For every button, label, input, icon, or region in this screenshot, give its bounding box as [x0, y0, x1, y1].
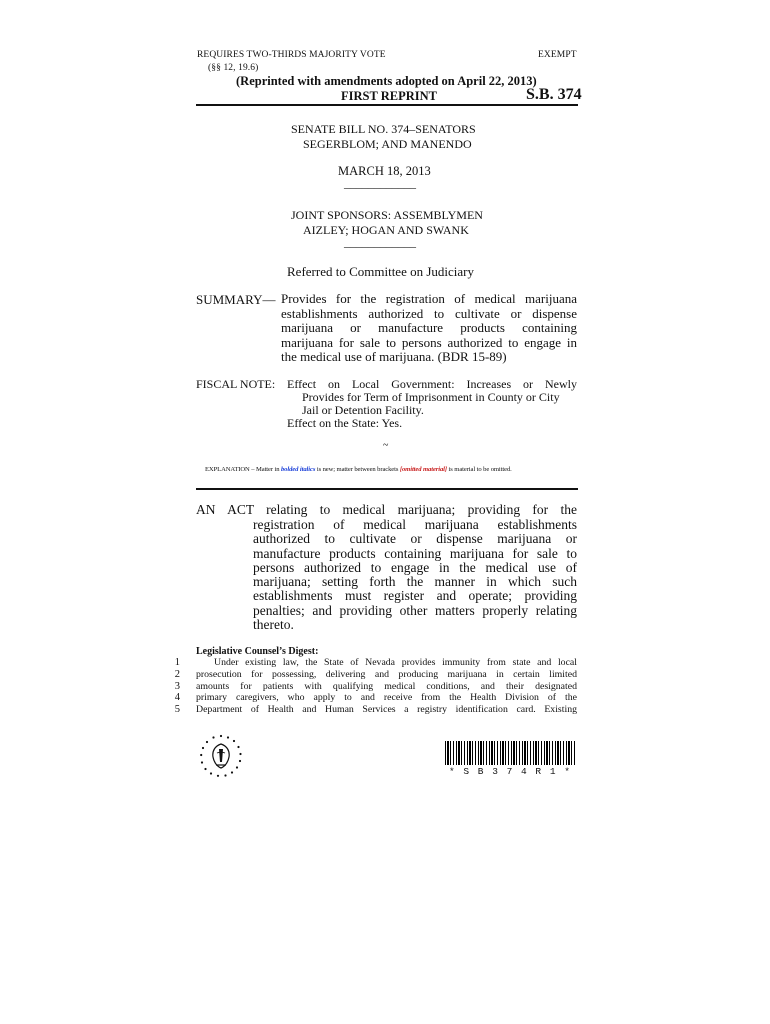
bill-title-line1: SENATE BILL NO. 374–SENATORS: [291, 122, 476, 136]
summary-label: SUMMARY—: [196, 292, 276, 307]
explanation-omitted-matter: [omitted material]: [399, 466, 447, 473]
barcode-icon: [445, 741, 577, 765]
exempt-label: EXEMPT: [538, 50, 577, 60]
act-line: penalties; and providing other matters properly relating: [253, 602, 577, 618]
explanation-suffix: is material to be omitted.: [447, 466, 512, 473]
line-number: 3: [174, 680, 180, 692]
barcode-text: * S B 3 7 4 R 1 *: [449, 766, 572, 777]
line-number: 4: [174, 692, 180, 704]
explanation-line: [205, 466, 512, 473]
joint-sponsors-line2: AIZLEY; HOGAN AND SWANK: [303, 223, 469, 237]
summary-line: marijuana for sale to persons authorized to engage in: [281, 334, 577, 350]
act-body: [253, 518, 577, 632]
digest-heading: Legislative Counsel’s Digest:: [196, 646, 319, 657]
line-number: 2: [174, 668, 180, 680]
state-seal-icon: [198, 733, 244, 779]
fiscal-note-line1: Effect on Local Government: Increases or Newly: [287, 377, 577, 391]
bill-date: MARCH 18, 2013: [338, 164, 431, 178]
line-number: 1: [174, 657, 180, 668]
explanation-new-matter: bolded italics: [280, 466, 316, 473]
act-line: thereto.: [253, 617, 294, 633]
summary-text: [281, 292, 577, 365]
summary-line: the medical use of marijuana. (BDR 15-89): [281, 349, 507, 365]
digest-line-numbers: [166, 657, 180, 716]
act-first-line: AN ACT relating to medical marijuana; providing for the: [196, 502, 577, 517]
act-line: establishments must register and operate; providing: [253, 588, 577, 604]
digest-line: primary caregivers, who apply to and receive from the Health Division of the: [196, 692, 577, 704]
bill-title-line2: SEGERBLOM; AND MANENDO: [303, 137, 472, 151]
summary-line: establishments authorized to cultivate or dispense: [281, 305, 577, 321]
reprint-note: (Reprinted with amendments adopted on April 22, 2013): [236, 74, 537, 88]
joint-sponsors-line1: JOINT SPONSORS: ASSEMBLYMEN: [291, 208, 483, 222]
summary-line: Provides for the registration of medical marijuana: [281, 291, 577, 306]
first-reprint-label: FIRST REPRINT: [341, 89, 437, 103]
fiscal-note-line4: Effect on the State: Yes.: [287, 416, 403, 430]
digest-line: Department of Health and Human Services a registry identification card. Existing: [196, 704, 577, 716]
digest-line: Under existing law, the State of Nevada provides immunity from state and local: [214, 657, 577, 668]
sections-label: (§§ 12, 19.6): [208, 63, 259, 73]
digest-line: prosecution for possessing, delivering and producing marijuana in certain limited: [196, 668, 577, 680]
act-line: registration of medical marijuana establishments: [253, 517, 577, 532]
digest-line: amounts for patients with qualifying medical conditions, and their designated: [196, 680, 577, 692]
act-line: marijuana; setting forth the manner in which such: [253, 574, 577, 590]
requires-vote-label: REQUIRES TWO-THIRDS MAJORITY VOTE: [197, 50, 386, 60]
header-rule: [196, 104, 578, 106]
fiscal-note-label: FISCAL NOTE:: [196, 377, 276, 391]
explanation-middle: is new; matter between brackets: [315, 466, 400, 473]
digest-text: [196, 657, 577, 716]
tilde-separator: ~: [383, 440, 389, 451]
fiscal-note-line3: Jail or Detention Facility.: [302, 403, 424, 417]
act-line: persons authorized to engage in the medical use of: [253, 559, 577, 575]
divider-1: ____________: [344, 176, 416, 190]
explanation-prefix: EXPLANATION – Matter in: [205, 466, 281, 473]
act-rule: [196, 488, 578, 490]
line-number: 5: [174, 704, 180, 716]
divider-2: ____________: [344, 235, 416, 249]
referred-to-committee: Referred to Committee on Judiciary: [287, 264, 475, 279]
act-line: authorized to cultivate or dispense marijuana or: [253, 531, 577, 547]
act-line: manufacture products containing marijuana for sale to: [253, 545, 577, 561]
fiscal-note-line2: Provides for Term of Imprisonment in County or City: [302, 390, 560, 404]
summary-line: marijuana or manufacture products containing: [281, 320, 577, 336]
bill-id: S.B. 374: [526, 86, 582, 103]
